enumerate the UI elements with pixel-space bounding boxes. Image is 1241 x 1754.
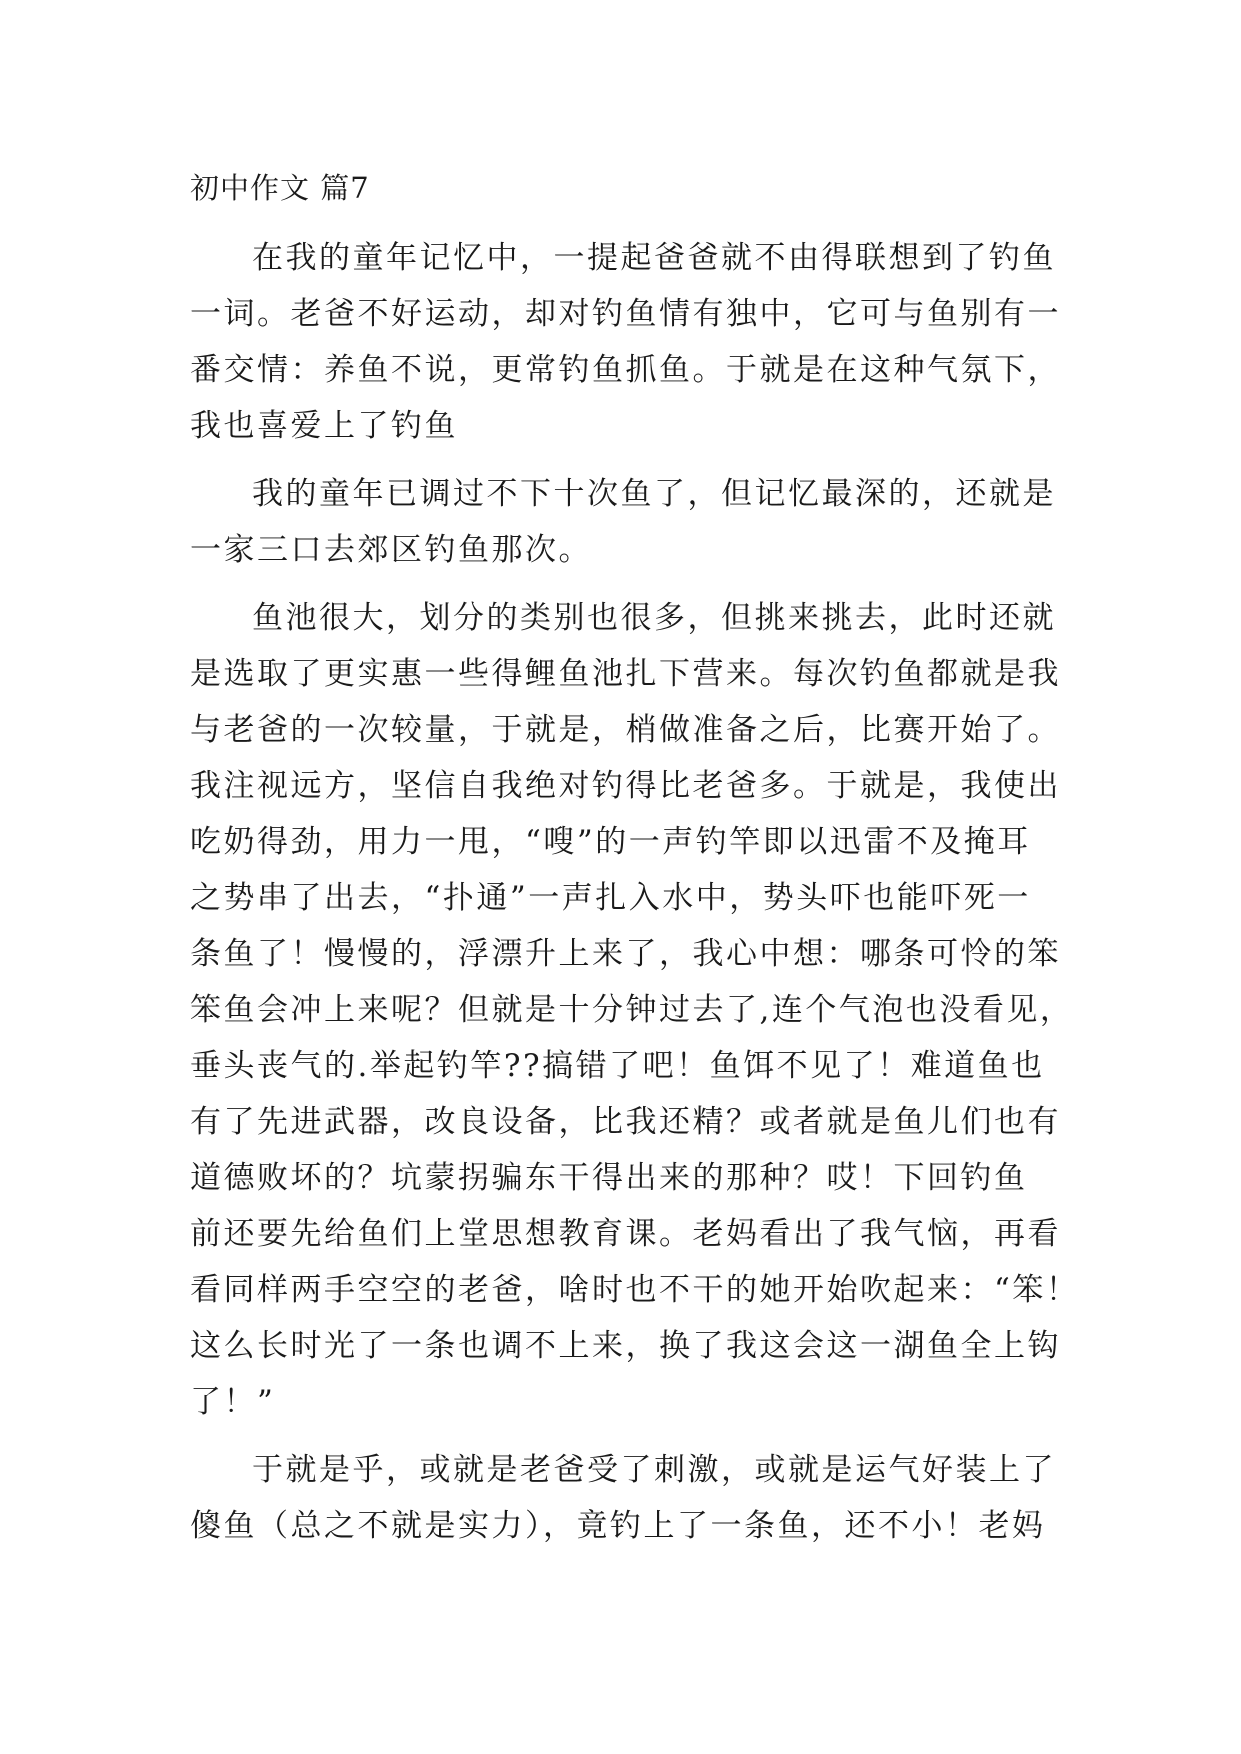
document-body [190, 160, 1080, 1566]
text-line: 一词。老爸不好运动，却对钓鱼情有独中，它可与鱼别有一 [190, 296, 1061, 332]
text-line: 前还要先给鱼们上堂思想教育课。老妈看出了我气恼，再看 [190, 1216, 1061, 1252]
text-line: 番交情：养鱼不说，更常钓鱼抓鱼。于就是在这种气氛下， [190, 352, 1061, 388]
essay-title: 初中作文 篇7 [190, 171, 370, 205]
text-line: 这么长时光了一条也调不上来，换了我这会这一湖鱼全上钩 [190, 1328, 1061, 1364]
text-line: 在我的童年记忆中，一提起爸爸就不由得联想到了钓鱼 [252, 240, 1056, 276]
text-line: 我注视远方，坚信自我绝对钓得比老爸多。于就是，我使出 [190, 768, 1061, 804]
text-line: 条鱼了！慢慢的，浮漂升上来了，我心中想：哪条可怜的笨 [190, 936, 1061, 972]
text-line: 吃奶得劲，用力一甩，“嗖”的一声钓竿即以迅雷不及掩耳 [190, 824, 1031, 860]
paragraph-1 [190, 230, 1060, 454]
paragraph-2 [190, 466, 1060, 578]
text-line: 傻鱼（总之不就是实力），竟钓上了一条鱼，还不小！老妈 [190, 1508, 1046, 1544]
text-line: 是选取了更实惠一些得鲤鱼池扎下营来。每次钓鱼都就是我 [190, 656, 1061, 692]
text-line: 道德败坏的？坑蒙拐骗东干得出来的那种？哎！下回钓鱼 [190, 1160, 1028, 1196]
text-line: 看同样两手空空的老爸，啥时也不干的她开始吹起来：“笨！ [190, 1272, 1080, 1308]
paragraph-3 [190, 590, 1080, 1430]
text-line: 鱼池很大，划分的类别也很多，但挑来挑去，此时还就 [252, 600, 1056, 636]
text-line: 于就是乎，或就是老爸受了刺激，或就是运气好装上了 [252, 1452, 1056, 1488]
text-line: 之势串了出去，“扑通”一声扎入水中，势头吓也能吓死一 [190, 880, 1031, 916]
text-line: 笨鱼会冲上来呢？但就是十分钟过去了,连个气泡也没看见， [190, 992, 1074, 1028]
text-line: 有了先进武器，改良设备，比我还精？或者就是鱼儿们也有 [190, 1104, 1061, 1140]
text-line: 一家三口去郊区钓鱼那次。 [190, 532, 592, 568]
text-line: 我也喜爱上了钓鱼 [190, 408, 458, 444]
paragraph-4 [190, 1442, 1060, 1554]
text-line: 垂头丧气的.举起钓竿??搞错了吧！鱼饵不见了！难道鱼也 [190, 1048, 1045, 1084]
text-line: 与老爸的一次较量，于就是，梢做准备之后，比赛开始了。 [190, 712, 1061, 748]
text-line: 我的童年已调过不下十次鱼了，但记忆最深的，还就是 [252, 476, 1056, 512]
text-line: 了！” [190, 1384, 276, 1420]
